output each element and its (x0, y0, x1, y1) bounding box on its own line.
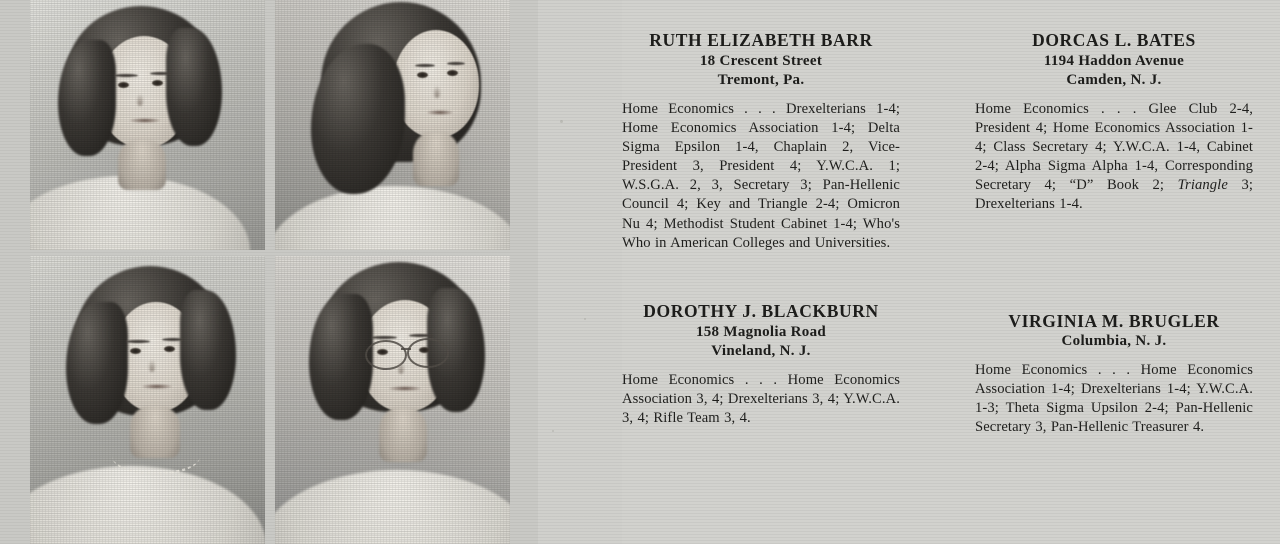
portrait-photo-top-right (275, 0, 510, 250)
eyeglasses-right-lens (407, 338, 449, 368)
portrait-grid (0, 0, 538, 544)
eyeglasses-bridge (401, 348, 411, 350)
page-gutter (538, 0, 622, 544)
entry-activities-part-1: Home Economics . . . Glee Club 2-4, President 4; Home Economics Association 1-4; Class Secretary 4; Y.W.C.A. 1-4, Cabinet 2-4; Alpha Sigma Alpha 1-4, Corresponding Secretary 4; “D” Book 2; (975, 100, 1253, 194)
entry-name: RUTH ELIZABETH BARR (649, 30, 873, 50)
entry-activities (975, 100, 1253, 215)
entry-address-line-1: 158 Magnolia Road (695, 323, 827, 340)
entry-ruth-elizabeth-barr (622, 30, 900, 253)
entry-virginia-m-brugler (975, 311, 1253, 438)
entry-address-line-1: 1194 Haddon Avenue (1043, 52, 1185, 69)
entry-dorcas-l-bates (975, 30, 1253, 215)
entry-address-line-1: 18 Crescent Street (699, 52, 823, 69)
entry-address-line-2: Vineland, N. J. (711, 343, 811, 360)
entry-address-line-1: Columbia, N. J. (1061, 333, 1167, 350)
entry-address-line-2: Tremont, Pa. (717, 72, 805, 89)
text-column-left (622, 0, 900, 446)
entry-activities-publication-title: Triangle (1177, 177, 1228, 194)
entry-activities: Home Economics . . . Drexelterians 1-4; Home Economics Association 1-4; Delta Sigma Epsilon 1-4, Chaplain 2, Vice-President 3, President 4; Y.W.C.A. 1; W.S.G.A. 2, 3, Secretary 3; Pan-Hellenic Council 4; Key and Triangle 2-4; Omicron Nu 4; Methodist Student Cabinet 1-4; Who's Who in American Colleges and Universities. (622, 100, 900, 251)
entry-name: VIRGINIA M. BRUGLER (1008, 310, 1220, 331)
portrait-photo-bottom-left (30, 256, 265, 544)
entry-name: DORCAS L. BATES (1032, 30, 1196, 50)
entry-activities-part-2: 3; Drexelterians 1-4. (975, 177, 1253, 213)
entry-dorothy-j-blackburn (622, 301, 900, 428)
entry-activities: Home Economics . . . Home Economics Association 3, 4; Drexelterians 3, 4; Y.W.C.A. 3, 4; Rifle Team 3, 4. (622, 371, 900, 426)
necklace (112, 438, 200, 475)
portrait-photo-bottom-right (275, 256, 510, 544)
entry-address-line-2: Camden, N. J. (1066, 72, 1162, 89)
text-column-right (975, 0, 1253, 455)
entry-activities: Home Economics . . . Home Economics Association 1-4; Drexelterians 1-4; Y.W.C.A. 1-3; Theta Sigma Upsilon 2-4; Pan-Hellenic Secretary 3, Pan-Hellenic Treasurer 4. (975, 361, 1253, 436)
entry-name: DOROTHY J. BLACKBURN (643, 300, 879, 321)
portrait-photo-top-left (30, 0, 265, 250)
